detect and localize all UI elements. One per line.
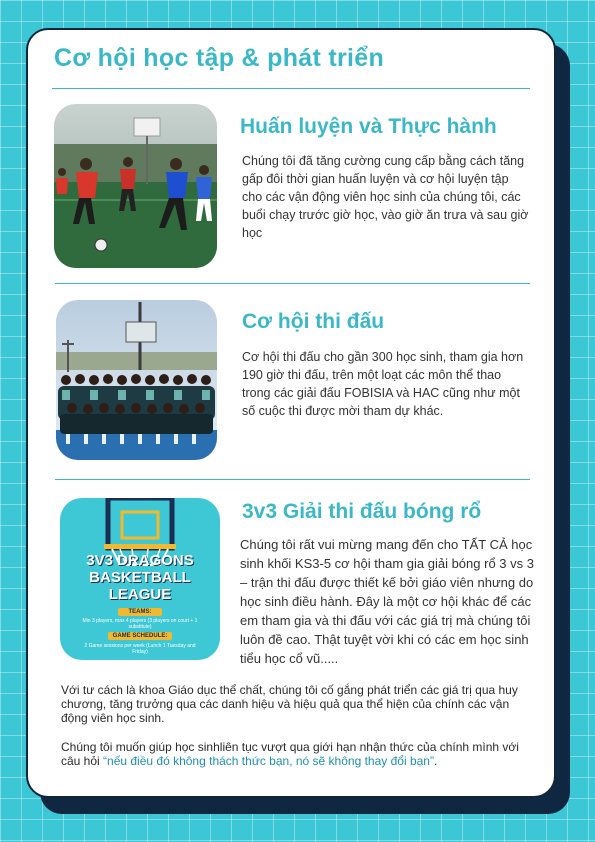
footer-p2-end: .	[433, 754, 438, 768]
poster-line-1: 3V3 DRAGONS	[86, 552, 194, 569]
poster-schedule-label: GAME SCHEDULE:	[108, 632, 172, 640]
footer-paragraph-2	[61, 740, 531, 768]
football-training-photo	[54, 104, 217, 268]
poster-line-3: LEAGUE	[108, 586, 172, 603]
poster-teams-label: TEAMS:	[118, 608, 162, 616]
divider-2	[55, 479, 530, 480]
section-text-training: Chúng tôi đã tăng cường cung cấp bằng cách tăng gấp đôi thời gian huấn luyện và cơ hội luyện tập cho các vận động viên học sinh của chúng tôi, các buổi chạy trước giờ học, vào giờ ăn trưa và sau giờ học	[242, 154, 529, 240]
basketball-league-poster	[60, 498, 220, 660]
page-title: Cơ hội học tập & phát triển	[54, 44, 385, 72]
section-text-basketball: Chúng tôi rất vui mừng mang đến cho TẤT CẢ học sinh khối KS3-5 cơ hội tham gia giải bóng rổ 3 vs 3 – trận thi đấu được thiết kế bởi giáo viên nhưng do học sinh điều hành. Đây là một cơ hội khác để các em tham gia và thi đấu với các giá trị mà chúng tôi luôn đề cao. Thật tuyệt vời khi có các em học sinh tiểu học cổ vũ.....	[240, 537, 534, 666]
poster-schedule-text: 2 Game sessions per week (Lunch 1 Tuesday and Friday)	[84, 643, 196, 655]
section-title-competition: Cơ hội thi đấu	[242, 310, 385, 333]
poster-teams-text: Min 3 players, max 4 players (3 players on court + 1 substitute)	[82, 618, 198, 630]
footer-paragraph-1: Với tư cách là khoa Giáo dục thể chất, chúng tôi cố gắng phát triển các giá trị qua huy chương, tăng trưởng qua các danh hiệu và hiệu quả qua thể hiện của chính các vận động viên học sinh.	[61, 683, 518, 725]
poster-line-2: BASKETBALL	[89, 569, 191, 586]
title-divider	[52, 88, 530, 89]
section-text-competition: Cơ hội thi đấu cho gần 300 học sinh, tham gia hơn 190 giờ thi đấu, trên một loạt các môn thể thao trong các giải đấu FOBISIA và HAC cũng như một số cuộc thi được mời tham dự khác.	[242, 350, 524, 418]
footer-quote: “nếu điều đó không thách thức bạn, nó sẽ không thay đổi bạn”	[103, 754, 434, 768]
section-title-basketball: 3v3 Giải thi đấu bóng rổ	[242, 500, 482, 523]
divider-1	[55, 283, 530, 284]
footer-p2-lead: Chúng tôi muốn giúp học sinhliên tục vượt qua giới hạn nhận thức của chính mình với câu hỏi	[61, 740, 519, 768]
team-group-photo	[56, 300, 217, 460]
section-title-training: Huấn luyện và Thực hành	[240, 115, 497, 138]
